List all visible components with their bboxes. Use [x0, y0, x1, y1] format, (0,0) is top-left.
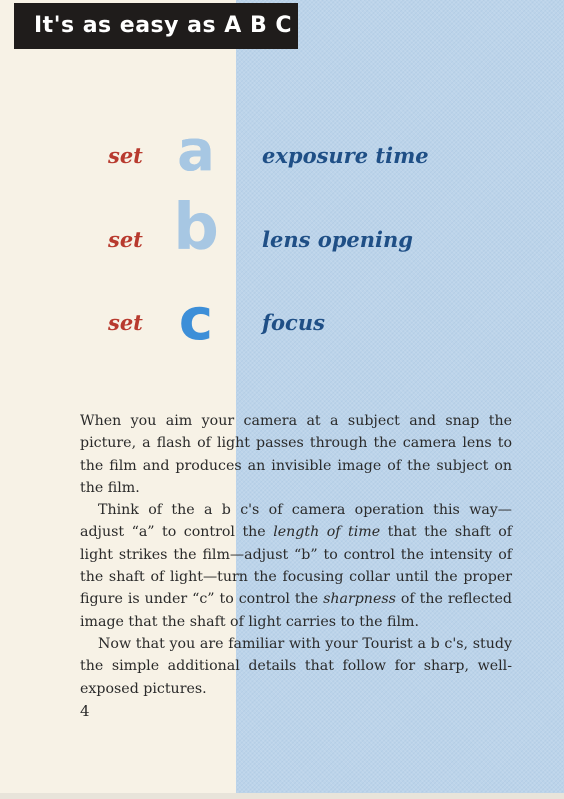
letter-c: c: [178, 285, 214, 353]
body-text: [80, 410, 512, 700]
emphasis-sharpness: sharpness: [323, 591, 396, 608]
step-desc-c: focus: [262, 310, 325, 335]
emphasis-length-of-time: length of time: [273, 524, 381, 541]
step-desc-b: lens opening: [262, 227, 413, 252]
paragraph-2: [80, 499, 512, 633]
letter-a: a: [177, 119, 215, 184]
page-bottom-edge: [0, 793, 564, 799]
set-label-b: set: [108, 227, 143, 252]
page-number: 4: [80, 702, 90, 720]
paragraph-1: When you aim your camera at a subject and snap the picture, a flash of light passes through the camera lens to the film and produces an invisible image of the subject on the film.: [80, 413, 512, 496]
set-label-a: set: [108, 143, 143, 168]
page-banner: It's as easy as A B C: [14, 3, 298, 49]
step-desc-a: exposure time: [262, 143, 429, 168]
letter-b: b: [173, 191, 219, 265]
paragraph-2-part-2: that the shaft of light strikes the film—adjust “b” to control the intensity of the shaft of light—turn the focusing collar until the proper figure is under “c” to control the: [80, 524, 512, 608]
paragraph-2-part-1: Think of the a b c's of camera operation this way— adjust “a” to control the: [80, 502, 512, 541]
paragraph-2-part-3: of the reflected image that the shaft of light carries to the film.: [80, 591, 512, 630]
set-label-c: set: [108, 310, 143, 335]
paragraph-3: Now that you are familiar with your Tourist a b c's, study the simple additional details that follow for sharp, well-exposed pictures.: [80, 635, 512, 697]
